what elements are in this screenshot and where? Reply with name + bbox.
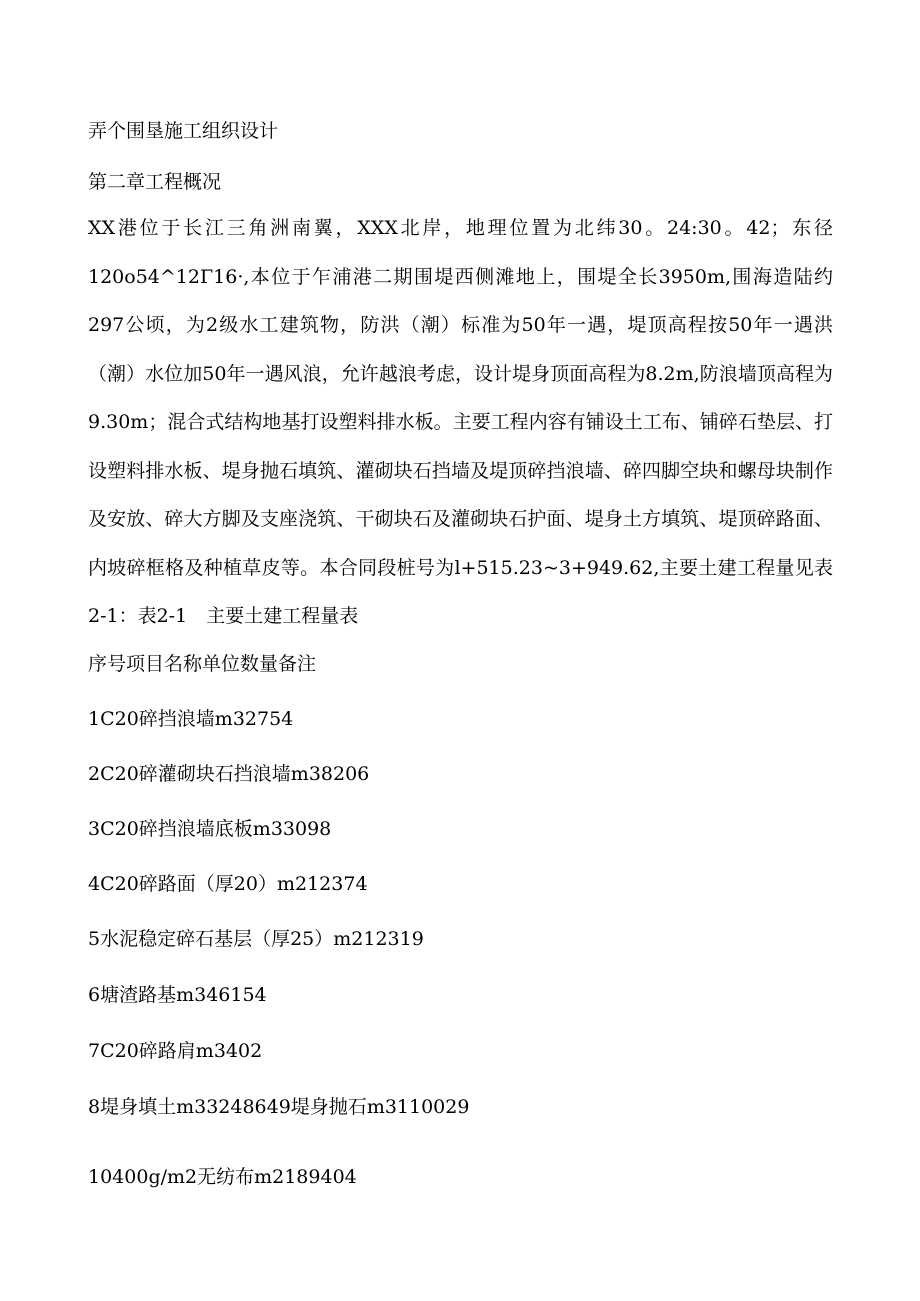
table-row: 1C20碎挡浪墙m32754 [88,708,294,730]
table-row: 7C20碎路肩m3402 [88,1040,263,1062]
table-row: 2C20碎灌砌块石挡浪墙m38206 [88,763,370,785]
table-row: 3C20碎挡浪墙底板m33098 [88,818,332,840]
overview-paragraph: XX港位于长江三角洲南翼，XXX北岸，地理位置为北纬30。24:30。42；东径120o54^12Γ16·,本位于乍浦港二期围堤西侧滩地上，围堤全长3950m,围海造陆约297公顷，为2级水工建筑物，防洪（潮）标准为50年一遇，堤顶高程按50年一遇洪（潮）水位加50年一遇风浪，允许越浪考虑，设计堤身顶面高程为8.2m,防浪墙顶高程为9.30m；混合式结构地基打设塑料排水板。主要工程内容有铺设土工布、铺碎石垫层、打设塑料排水板、堤身抛石填筑、灌砌块石挡墙及堤顶碎挡浪墙、碎四脚空块和螺母块制作及安放、碎大方脚及支座浇筑、干砌块石及灌砌块石护面、堤身土方填筑、堤顶碎路面、内坡碎框格及种植草皮等。本合同段桩号为l+515.23~3+949.62,主要土建工程量见表2-1：表2-1 主要土建工程量表 [88,217,833,627]
chapter-heading: 第二章工程概况 [88,171,222,193]
document-title: 弄个围垦施工组织设计 [88,120,279,142]
table-row: 5水泥稳定碎石基层（厚25）m212319 [88,928,424,950]
table-row: 4C20碎路面（厚20）m212374 [88,873,368,895]
table-row: 10400g/m2无纺布m2189404 [88,1166,357,1188]
table-row: 8堤身填土m33248649堤身抛石m3110029 [88,1096,470,1118]
table-header: 序号项目名称单位数量备注 [88,653,317,675]
table-row: 6塘渣路基m346154 [88,984,267,1006]
